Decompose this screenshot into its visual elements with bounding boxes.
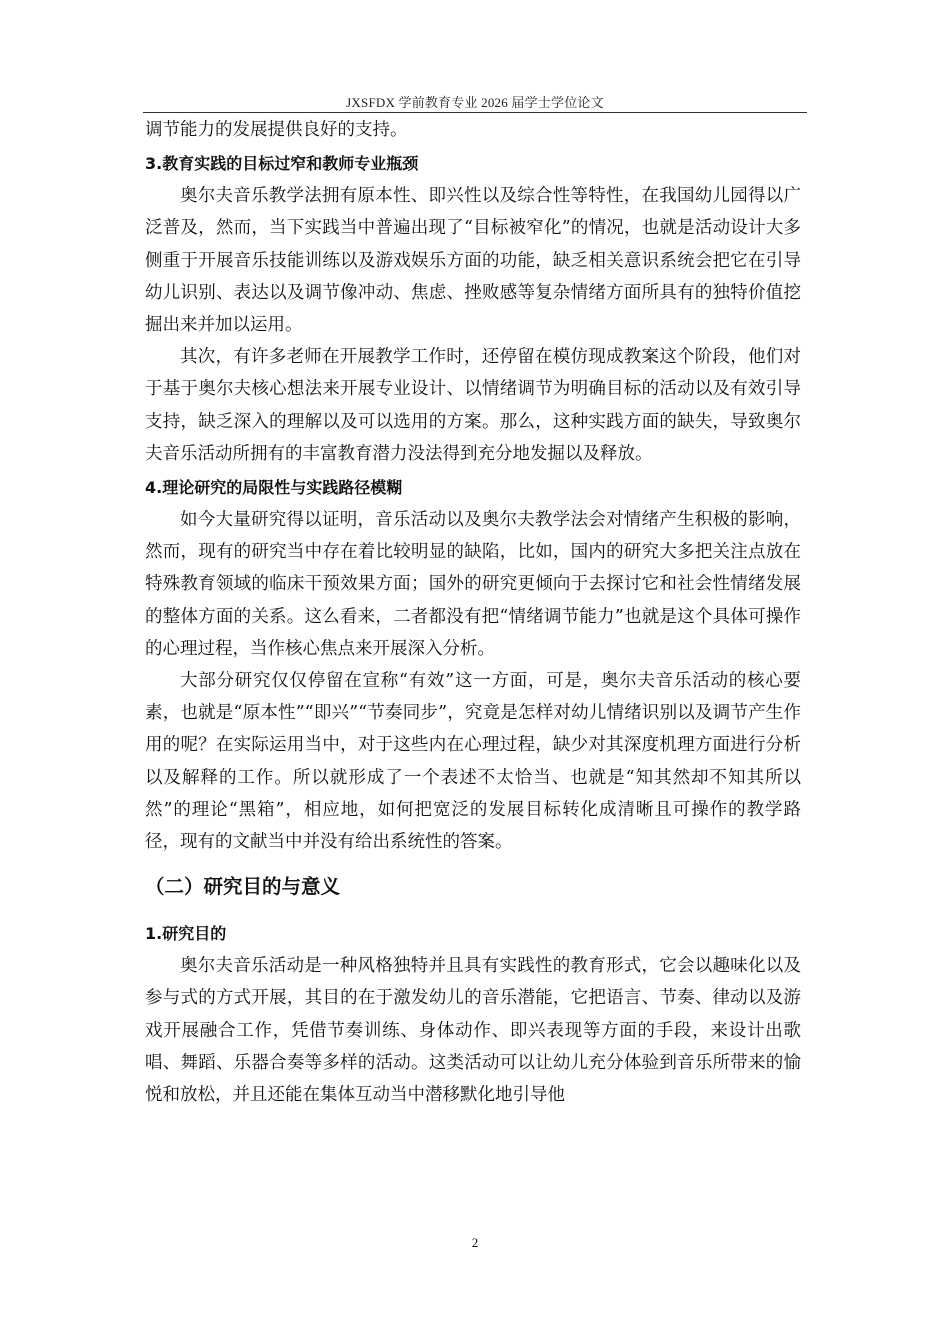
running-header: JXSFDX 学前教育专业 2026 届学士学位论文: [346, 95, 604, 110]
section-4-paragraph-1: 如今大量研究得以证明，音乐活动以及奥尔夫教学法会对情绪产生积极的影响，然而，现有的研究当中存在着比较明显的缺陷，比如，国内的研究大多把关注点放在特殊教育领域的临床干预效果方面；国外的研究更倾向于去探讨它和社会性情绪发展的整体方面的关系。这么看来，二者都没有把“情绪调节能力”也就是这个具体可操作的心理过程，当作核心焦点来开展深入分析。: [145, 510, 801, 659]
header-rule: [143, 112, 807, 113]
page-number: 2: [471, 1235, 479, 1250]
section-4-paragraph-2: 大部分研究仅仅停留在宣称“有效”这一方面，可是，奥尔夫音乐活动的核心要素，也就是“原本性”“即兴”“节奏同步”，究竟是怎样对幼儿情绪识别以及调节产生作用的呢？在实际运用当中，对于这些内在心理过程，缺少对其深度机理方面进行分析以及解释的工作。所以就形成了一个表述不太恰当、也就是“知其然却不知其所以然”的理论“黑箱”，相应地，如何把宽泛的发展目标转化成清晰且可操作的教学路径，现有的文献当中并没有给出系统性的答案。: [145, 671, 801, 853]
section-4-heading: 4.理论研究的局限性与实践路径模糊: [145, 478, 403, 498]
research-purpose-heading: 1.研究目的: [145, 924, 227, 944]
section-3-heading: 3.教育实践的目标过窄和教师专业瓶颈: [145, 154, 419, 174]
page-content: [145, 114, 801, 1111]
continuation-paragraph: 调节能力的发展提供良好的支持。: [145, 120, 408, 140]
section-3-paragraph-2: 其次，有许多老师在开展教学工作时，还停留在模仿现成教案这个阶段，他们对于基于奥尔夫核心想法来开展专业设计、以情绪调节为明确目标的活动以及有效引导支持，缺乏深入的理解以及可以选用的方案。那么，这种实践方面的缺失，导致奥尔夫音乐活动所拥有的丰富教育潜力没法得到充分地发掘以及释放。: [145, 347, 801, 464]
section-two-heading: （二）研究目的与意义: [145, 875, 341, 899]
research-purpose-paragraph-1: 奥尔夫音乐活动是一种风格独特并且具有实践性的教育形式，它会以趣味化以及参与式的方式开展，其目的在于激发幼儿的音乐潜能，它把语言、节奏、律动以及游戏开展融合工作，凭借节奏训练、身体动作、即兴表现等方面的手段，来设计出歌唱、舞蹈、乐器合奏等多样的活动。这类活动可以让幼儿充分体验到音乐所带来的愉悦和放松，并且还能在集体互动当中潜移默化地引导他: [145, 956, 801, 1106]
section-3-paragraph-1: 奥尔夫音乐教学法拥有原本性、即兴性以及综合性等特性，在我国幼儿园得以广泛普及，然而，当下实践当中普遍出现了“目标被窄化”的情况，也就是活动设计大多侧重于开展音乐技能训练以及游戏娱乐方面的功能，缺乏相关意识系统会把它在引导幼儿识别、表达以及调节像冲动、焦虑、挫败感等复杂情绪方面所具有的独特价值挖掘出来并加以运用。: [145, 186, 801, 336]
